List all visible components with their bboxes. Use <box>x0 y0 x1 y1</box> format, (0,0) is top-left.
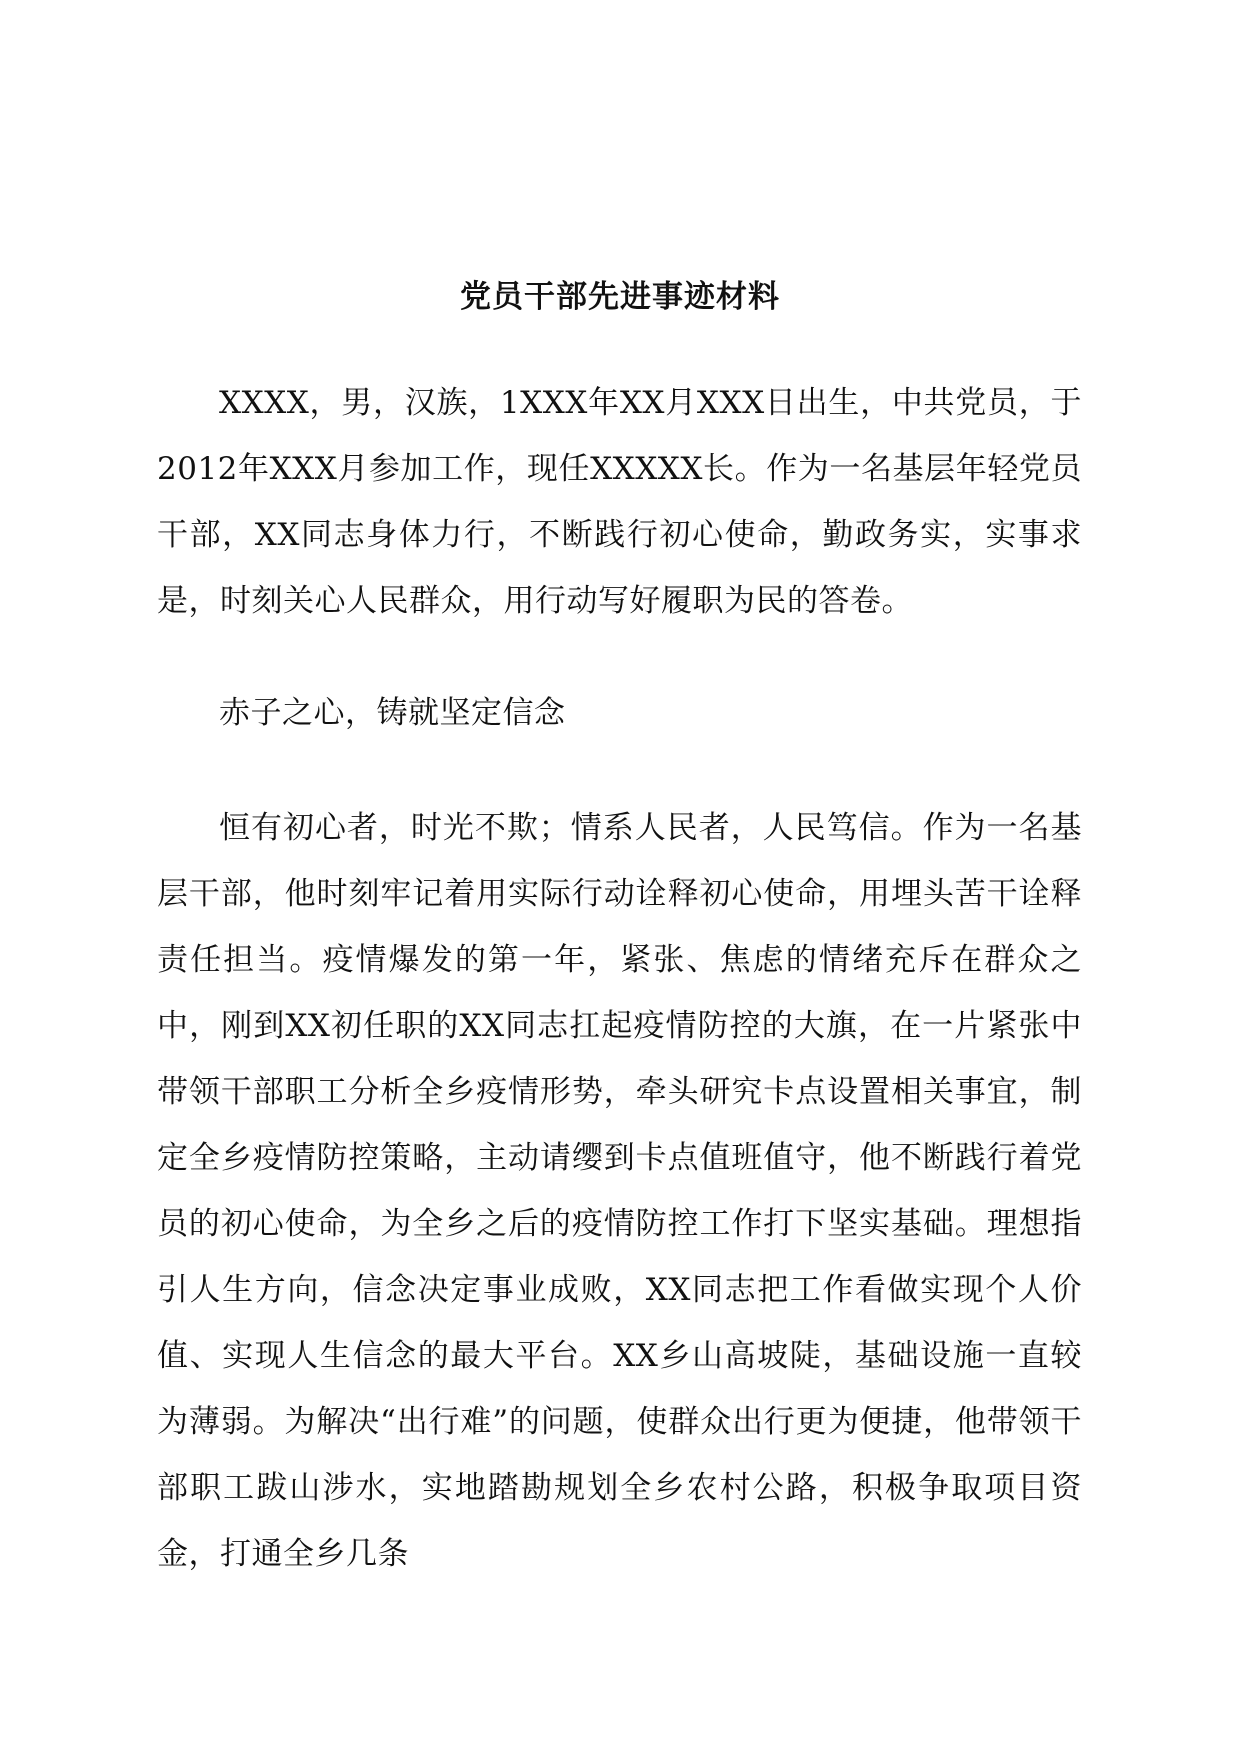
document-title: 党员干部先进事迹材料 <box>460 279 780 315</box>
section-paragraph: 恒有初心者，时光不欺；情系人民者，人民笃信。作为一名基层干部，他时刻牢记着用实际行动诠释初心使命，用埋头苦干诠释责任担当。疫情爆发的第一年，紧张、焦虑的情绪充斥在群众之中，刚到XX初任职的XX同志扛起疫情防控的大旗，在一片紧张中带领干部职工分析全乡疫情形势，牵头研究卡点设置相关事宜，制定全乡疫情防控策略，主动请缨到卡点值班值守，他不断践行着党员的初心使命，为全乡之后的疫情防控工作打下坚实基础。理想指引人生方向，信念决定事业成败，XX同志把工作看做实现个人价值、实现人生信念的最大平台。XX乡山高坡陡，基础设施一直较为薄弱。为解决“出行难”的问题，使群众出行更为便捷，他带领干部职工跋山涉水，实地踏勘规划全乡农村公路，积极争取项目资金，打通全乡几条 <box>157 810 1082 1572</box>
section-heading: 赤子之心，铸就坚定信念 <box>219 695 566 731</box>
intro-paragraph: XXXX，男，汉族，1XXX年XX月XXX日出生，中共党员，于2012年XXX月参加工作，现任XXXXX长。作为一名基层年轻党员干部，XX同志身体力行，不断践行初心使命，勤政务实，实事求是，时刻关心人民群众，用行动写好履职为民的答卷。 <box>157 385 1082 619</box>
